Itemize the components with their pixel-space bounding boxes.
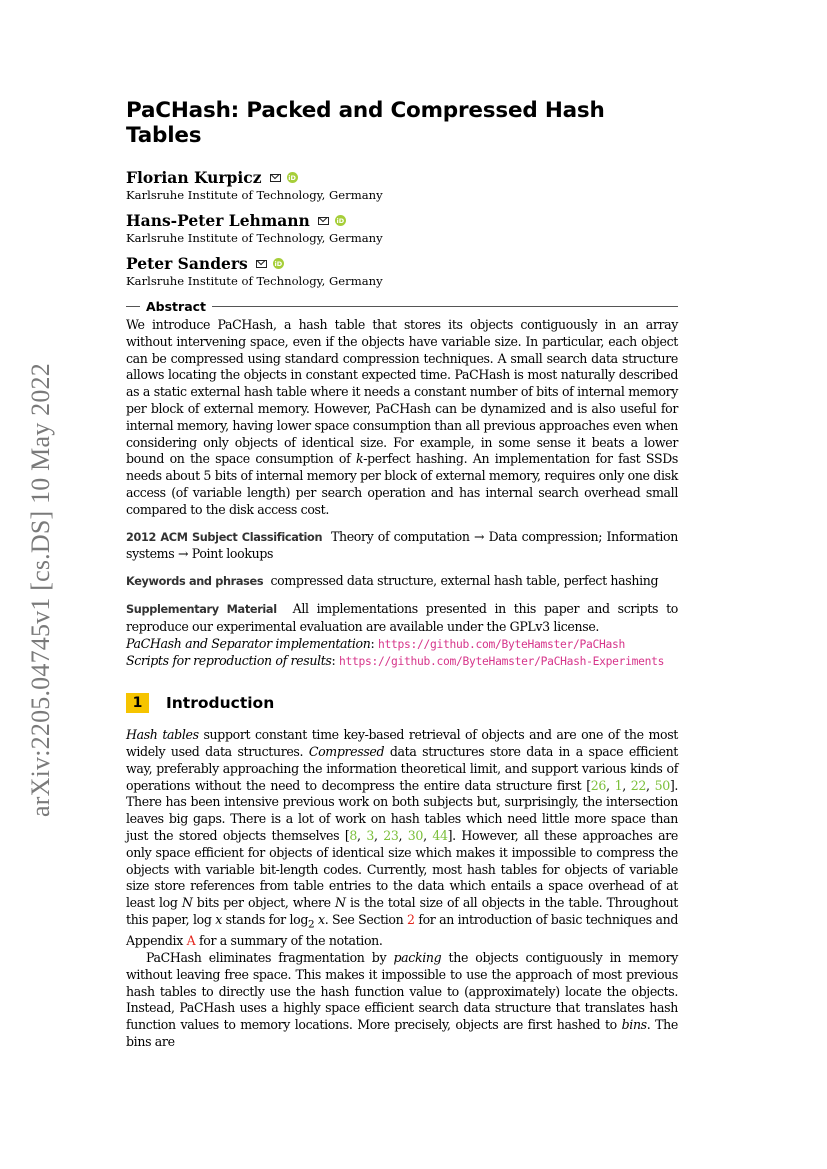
abstract-body-end: -perfect hashing. An implementation for fast SSDs needs about 5 bits of internal memory per block of external memory, requires only one disk access (of variable length) per search operation and has internal search overhead small compared to the disk access cost. [126,451,679,517]
orcid-icon[interactable]: iD [336,216,345,225]
acm-text: Theory of computation → Data compression; Information systems → Point lookups [126,528,678,562]
text: . The bins are [126,1017,678,1049]
abstract-label: Abstract [146,299,207,314]
abstract-rule-left [126,306,140,307]
abstract-body: We introduce PaCHash, a hash table that stores its objects contiguously in an array without intervening space, even if the objects have variable size. In particular, each object can be compressed using standard compression techniques. A small search data structure allows locating the objects in constant expected time. PaCHash is most naturally described as a static external hash table where it needs a constant number of bits of internal memory per block of external memory. However, PaCHash can be dynamized and is also useful for internal memory, having lower space consumption than all previous approaches even when considering only objects of identical size. For example, in some sense it beats a lower bound on the space consumption of [126,317,678,467]
author-affiliation: Karlsruhe Institute of Technology, Germany [126,188,383,202]
citation-link[interactable]: 44 [432,827,448,843]
impl-link[interactable]: https://github.com/ByteHamster/PaCHash [377,637,626,651]
section-introduction-heading [126,693,678,713]
author-name: Peter Sanders [126,254,248,273]
author-1 [126,168,678,202]
supplementary-text: All implementations presented in this paper and scripts to reproduce our experimental evaluation are available under the GPLv3 license. [126,600,678,634]
citation-link[interactable]: 3 [366,827,374,843]
citation-link[interactable]: 26 [590,777,607,793]
keywords [126,573,678,591]
text: is the total size of all objects in the table. Throughout this paper, log [126,895,678,927]
acm-label: 2012 ACM Subject Classification [126,530,323,544]
citation-link[interactable]: 22 [630,777,647,793]
arxiv-stamp [21,355,61,825]
text: the objects contiguously in memory without leaving free space. This makes it impossible to use the approach of most previous hash tables to directly use the hash function value to (approximately) locate the objects. Instead, PaCHash uses a highly space efficient search data structure that translates hash function values to memory locations. More precisely, objects are first hashed to [126,950,678,1033]
emph-packing: packing [393,950,442,965]
abstract-rule-right [212,306,678,307]
acm-classification [126,529,678,564]
appendix-ref-link[interactable]: A [186,933,196,949]
abstract-text [126,317,678,519]
intro-paragraph-1: Hash tables support constant time key-based retrieval of objects and are one of the most widely used data structures. Compressed data structures store data in a space efficient way, preferably approaching the information theoretical limit, and support various kinds of operations without the need to decompress the entire data structure first [26, 1, 22, 50]. There has been intensive previous work on both subjects but, surprisingly, the intersection leaves big gaps. There is a lot of work on hash tables which need little more space than just the stored objects themselves [8, 3, 23, 30, 44]. However, all these approaches are only space efficient for objects of identical size which makes it impossible to compress the objects with variable bit-length codes. Currently, most hash tables for objects of variable size store references from table entries to the data which entails a space overhead of at least log N bits per object, where N is the total size of all objects in the table. Throughout this paper, log x stands for $\log_2 x$. See Section 2 for an introduction of basic techniques and Appendix A for a summary of the notation. [126,727,679,949]
author-affiliation: Karlsruhe Institute of Technology, Germany [126,231,383,245]
paper-page [126,98,678,1051]
citation-link[interactable]: 1 [614,777,623,793]
author-affiliation: Karlsruhe Institute of Technology, Germany [126,274,383,288]
math-x: x [317,911,325,927]
section-title: Introduction [166,694,275,713]
citation-link[interactable]: 50 [654,777,670,793]
section-number-badge: 1 [126,693,149,713]
text: data structures store data in a space efficient way, preferably approaching the information theoretical limit, and support various kinds of operations without the need to decompress the entire data structure first [ [126,743,678,793]
mail-icon[interactable] [256,260,267,268]
subscript-2: 2 [308,918,315,931]
text: ]. There has been intensive previous work on both subjects but, surprisingly, the intersection leaves big gaps. There is a lot of work on hash tables which need little more space than just the stored objects themselves [ [126,777,679,843]
math-N: N [181,895,193,911]
intro-paragraph-2 [126,950,678,1051]
emph-bins: bins [621,1017,647,1033]
author-list [126,168,678,288]
text: stands for log [221,911,309,927]
emph-compressed: Compressed [308,743,385,759]
author-3 [126,254,678,288]
abstract-header [126,299,678,314]
text: PaCHash eliminates fragmentation by [146,950,394,965]
section-ref-link[interactable]: 2 [407,911,415,927]
text: support constant time key-based retrieval of objects and are one of the most widely used data structures. [126,727,678,759]
author-name: Hans-Peter Lehmann [126,211,310,230]
citation-link[interactable]: 8 [349,827,358,843]
citation-link[interactable]: 23 [383,827,399,843]
author-name: Florian Kurpicz [126,168,262,187]
mail-icon[interactable] [318,217,329,225]
emph-hash-tables: Hash tables [126,727,199,743]
orcid-icon[interactable]: iD [274,259,283,268]
text: bits per object, where [192,895,336,911]
text: ]. However, all these approaches are only space efficient for objects of identical size which makes it impossible to compress the objects with variable bit-length codes. Currently, most hash tables for objects of variable size store references from table entries to the data which entails a space overhead of at least log [126,827,678,911]
math-N: N [335,895,346,911]
text: . See Section [324,911,408,927]
arxiv-identifier: arXiv:2205.04745v1 [cs.DS] 10 May 2022 [26,363,55,817]
paper-title: PaCHash: Packed and Compressed Hash Tables [126,98,605,148]
scripts-link[interactable]: https://github.com/ByteHamster/PaCHash-Experiments [339,655,665,669]
math-x: x [215,911,222,927]
keywords-label: Keywords and phrases [126,575,264,589]
math-k: k [355,451,364,467]
text: for an introduction of basic techniques and Appendix [126,911,679,949]
keywords-text: compressed data structure, external hash table, perfect hashing [270,573,659,589]
impl-label: PaCHash and Separator implementation [126,635,371,651]
author-2 [126,211,678,245]
citation-link[interactable]: 30 [407,827,424,843]
supplementary-label: Supplementary Material [126,602,277,616]
supplementary: Supplementary Material All implementations presented in this paper and scripts to reproduce our experimental evaluation are available under the GPLv3 license. PaCHash and Separator implementation: https://github.com/ByteHamster/PaCHash Scripts for reproduction of results: https://github.com/ByteHamster/PaCHash-Experiments [126,600,678,669]
text: for a summary of the notation. [195,933,383,949]
mail-icon[interactable] [270,174,281,182]
orcid-icon[interactable]: iD [288,173,296,182]
scripts-label: Scripts for reproduction of results [126,653,332,669]
